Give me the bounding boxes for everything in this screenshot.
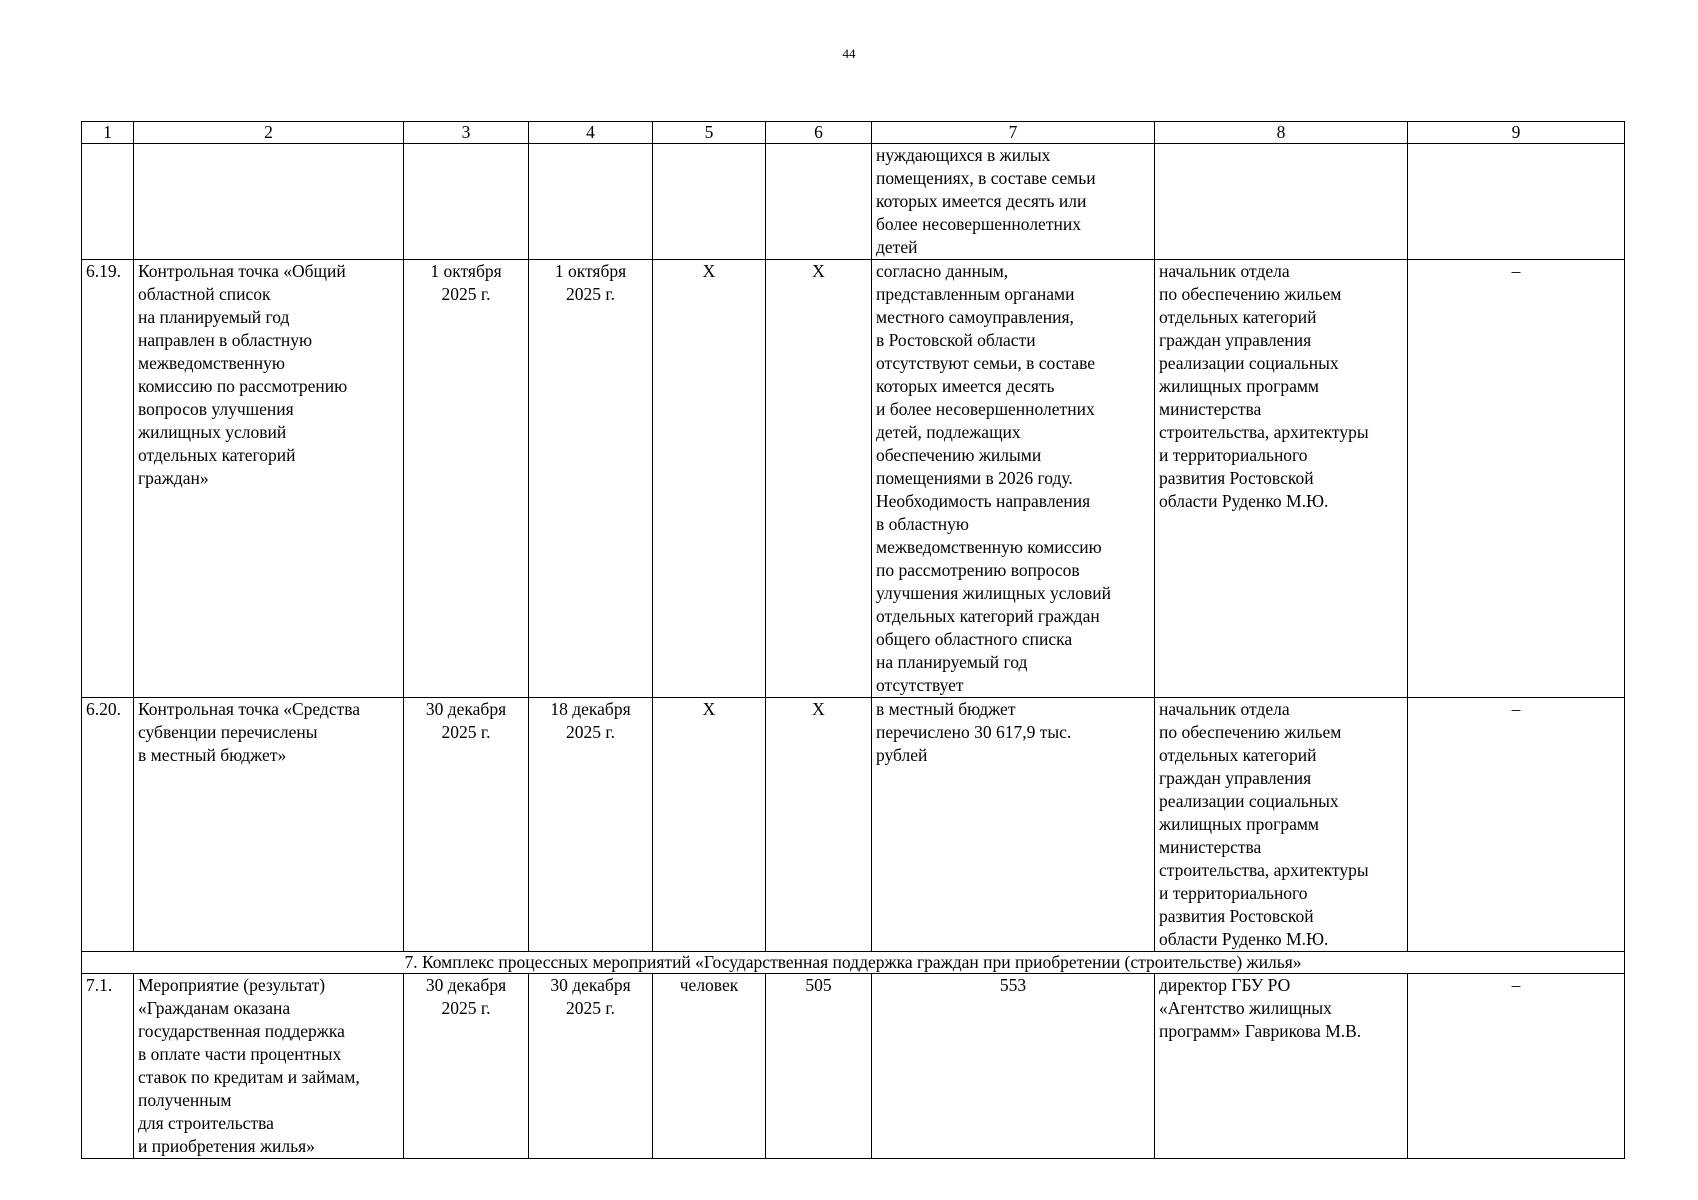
note: –	[1408, 260, 1625, 698]
section-title: 7. Комплекс процессных мероприятий «Государственная поддержка граждан при приобретении (строительстве) жилья»	[82, 952, 1625, 974]
fact-date: 30 декабря 2025 г.	[529, 974, 653, 1159]
plan-value: 505	[766, 974, 872, 1159]
section-header-row	[82, 952, 1625, 974]
plan-value	[766, 144, 872, 260]
plan-date: 30 декабря 2025 г.	[404, 698, 529, 952]
row-name: Мероприятие (результат) «Гражданам оказана государственная поддержка в оплате части процентных ставок по кредитам и займам, полученным для строительства и приобретения жилья»	[134, 974, 404, 1159]
result-text: нуждающихся в жилых помещениях, в составе семьи которых имеется десять или более несовершеннолетних детей	[872, 144, 1155, 260]
table-row	[82, 974, 1625, 1159]
plan-value: Х	[766, 698, 872, 952]
column-header: 1	[82, 122, 134, 144]
report-table	[81, 121, 1625, 1159]
result-text: в местный бюджет перечислено 30 617,9 тыс. рублей	[872, 698, 1155, 952]
table-row-continuation	[82, 144, 1625, 260]
unit: Х	[653, 698, 766, 952]
plan-date: 1 октября 2025 г.	[404, 260, 529, 698]
unit	[653, 144, 766, 260]
responsible: начальник отдела по обеспечению жильем отдельных категорий граждан управления реализации социальных жилищных программ министерства строительства, архитектуры и территориального развития Ростовской области Руденко М.Ю.	[1155, 260, 1408, 698]
result-text: 553	[872, 974, 1155, 1159]
result-text: согласно данным, представленным органами местного самоуправления, в Ростовской области отсутствуют семьи, в составе которых имеется десять и более несовершеннолетних детей, подлежащих обеспечению жилыми помещениями в 2026 году. Необходимость направления в областную межведомственную комиссию по рассмотрению вопросов улучшения жилищных условий отдельных категорий граждан общего областного списка на планируемый год отсутствует	[872, 260, 1155, 698]
note	[1408, 144, 1625, 260]
row-number: 7.1.	[82, 974, 134, 1159]
row-name	[134, 144, 404, 260]
column-header: 9	[1408, 122, 1625, 144]
note: –	[1408, 698, 1625, 952]
row-name: Контрольная точка «Средства субвенции перечислены в местный бюджет»	[134, 698, 404, 952]
fact-date: 1 октября 2025 г.	[529, 260, 653, 698]
plan-date: 30 декабря 2025 г.	[404, 974, 529, 1159]
column-header: 2	[134, 122, 404, 144]
plan-value: Х	[766, 260, 872, 698]
table-row	[82, 260, 1625, 698]
column-header: 3	[404, 122, 529, 144]
unit: человек	[653, 974, 766, 1159]
column-header: 6	[766, 122, 872, 144]
fact-date: 18 декабря 2025 г.	[529, 698, 653, 952]
row-number: 6.20.	[82, 698, 134, 952]
responsible: директор ГБУ РО «Агентство жилищных программ» Гаврикова М.В.	[1155, 974, 1408, 1159]
responsible	[1155, 144, 1408, 260]
column-header: 8	[1155, 122, 1408, 144]
note: –	[1408, 974, 1625, 1159]
table-row	[82, 698, 1625, 952]
column-header: 4	[529, 122, 653, 144]
unit: Х	[653, 260, 766, 698]
page-number: 44	[842, 46, 856, 61]
fact-date	[529, 144, 653, 260]
row-number	[82, 144, 134, 260]
row-number: 6.19.	[82, 260, 134, 698]
plan-date	[404, 144, 529, 260]
row-name: Контрольная точка «Общий областной список на планируемый год направлен в областную межведомственную комиссию по рассмотрению вопросов улучшения жилищных условий отдельных категорий граждан»	[134, 260, 404, 698]
column-number-row	[82, 122, 1625, 144]
responsible: начальник отдела по обеспечению жильем отдельных категорий граждан управления реализации социальных жилищных программ министерства строительства, архитектуры и территориального развития Ростовской области Руденко М.Ю.	[1155, 698, 1408, 952]
column-header: 5	[653, 122, 766, 144]
column-header: 7	[872, 122, 1155, 144]
